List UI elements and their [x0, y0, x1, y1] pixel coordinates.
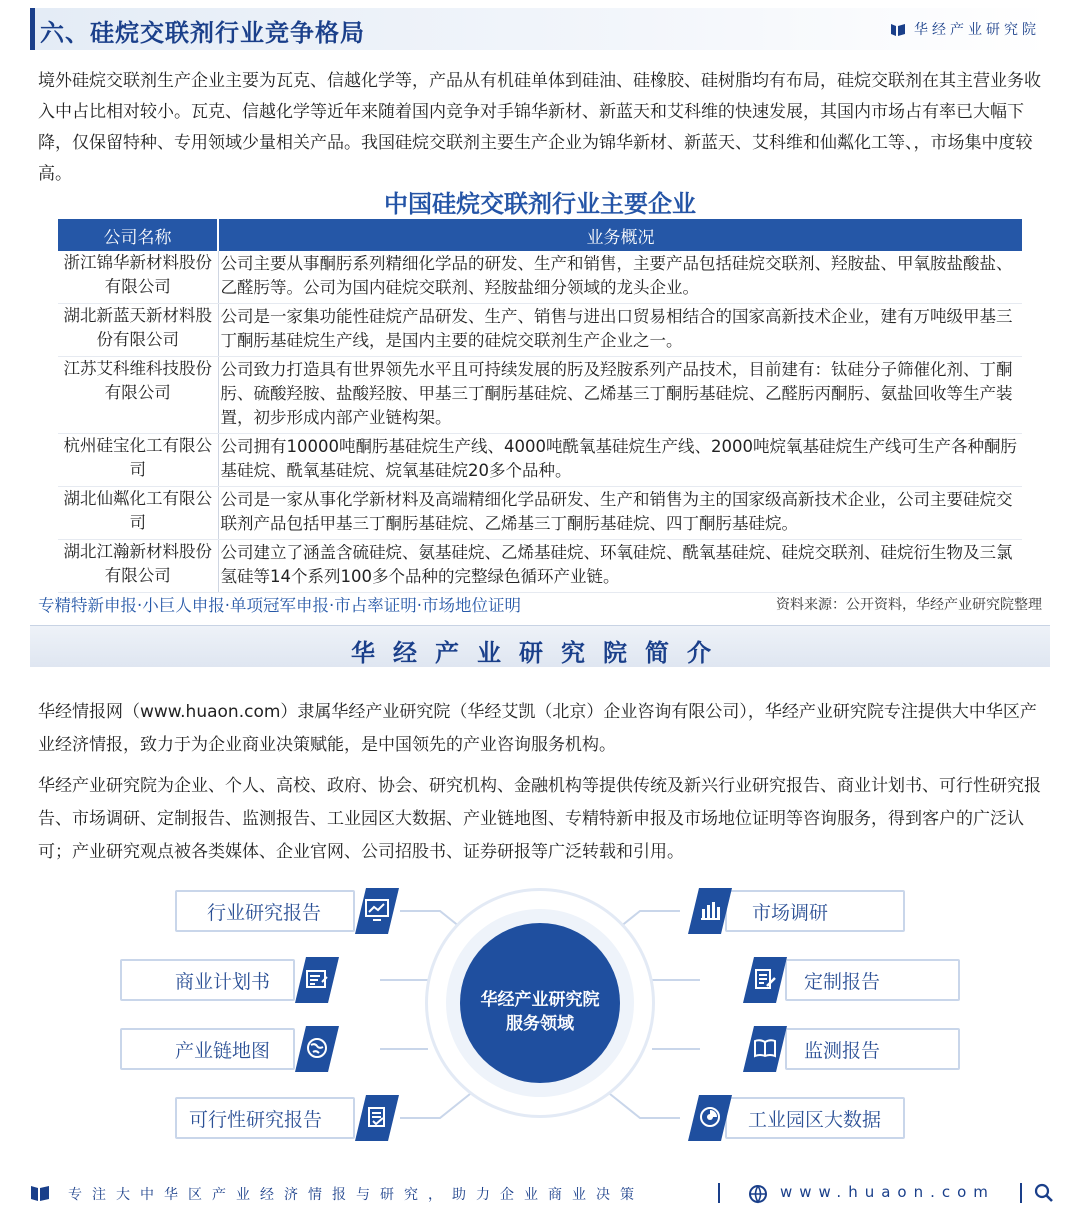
- company-desc: 公司致力打造具有世界领先水平且可持续发展的肟及羟胺系列产品技术，目前建有：钛硅分子筛催化剂、丁酮肟、硫酸羟胺、盐酸羟胺、甲基三丁酮肟基硅烷、乙烯基三丁酮肟基硅烷、乙醛肟丙酮肟、氨盐回收等生产装置，初步形成内部产业链构架。: [218, 357, 1022, 434]
- service-market-research[interactable]: [680, 890, 905, 932]
- company-name: 浙江锦华新材料股份有限公司: [58, 251, 218, 304]
- brand-name: 华经产业研究院: [914, 22, 1040, 38]
- service-industry-report[interactable]: [175, 890, 400, 932]
- center-label-line2: 服务领域: [506, 1014, 574, 1034]
- service-custom-report[interactable]: [700, 959, 960, 1001]
- service-label: 市场调研: [752, 902, 829, 924]
- document-edit-icon: [295, 957, 339, 1003]
- footer-divider: [718, 1183, 720, 1203]
- service-label: 可行性研究报告: [189, 1109, 323, 1131]
- company-name: 湖北新蓝天新材料股份有限公司: [58, 304, 218, 357]
- footer-logo-icon: [30, 1183, 50, 1203]
- about-title: 华经产业研究院简介: [351, 639, 729, 667]
- company-desc: 公司是一家集功能性硅烷产品研发、生产、销售与进出口贸易相结合的国家高新技术企业，建有万吨级甲基三丁酮肟基硅烷生产线，是国内主要的硅烷交联剂生产企业之一。: [218, 304, 1022, 357]
- chart-icon: [355, 888, 399, 934]
- source-note: 资料来源：公开资料，华经产业研究院整理: [776, 597, 1042, 613]
- company-desc: 公司是一家从事化学新材料及高端精细化学品研发、生产和销售为主的国家级高新技术企业，公司主要硅烷交联剂产品包括甲基三丁酮肟基硅烷、乙烯基三丁酮肟基硅烷、四丁酮肟基硅烷。: [218, 487, 1022, 540]
- table-title: 中国硅烷交联剂行业主要企业: [384, 190, 696, 218]
- service-industrial-park-data[interactable]: [680, 1097, 905, 1139]
- footer-url-link[interactable]: www.huaon.com: [780, 1183, 995, 1201]
- intro-paragraph: 境外硅烷交联剂生产企业主要为瓦克、信越化学等，产品从有机硅单体到硅油、硅橡胶、硅树脂均有布局，硅烷交联剂在其主营业务收入中占比相对较小。瓦克、信越化学等近年来随着国内竞争对手锦华新材、新蓝天和艾科维的快速发展，其国内市场占有率已大幅下降，仅保留特种、专用领域少量相关产品。我国硅烷交联剂主要生产企业为锦华新材、新蓝天、艾科维和仙粼化工等、，市场集中度较高。: [38, 71, 1041, 184]
- globe-icon: [295, 1026, 339, 1072]
- report-check-icon: [355, 1095, 399, 1141]
- service-monitoring-report[interactable]: [700, 1028, 960, 1070]
- service-label: 行业研究报告: [207, 902, 322, 924]
- search-icon[interactable]: [1034, 1183, 1054, 1203]
- document-pen-icon: [743, 957, 787, 1003]
- about-paragraph-1: 华经情报网（www.huaon.com）隶属华经产业研究院（华经艾凯（北京）企业咨询有限公司），华经产业研究院专注提供大中华区产业经济情报，致力于为企业商业决策赋能，是中国领先的产业咨询服务机构。: [38, 702, 1037, 755]
- service-label: 监测报告: [804, 1040, 881, 1062]
- section-title: 六、硅烷交联剂行业竞争格局: [40, 19, 365, 47]
- service-label: 工业园区大数据: [748, 1109, 882, 1131]
- company-desc: 公司主要从事酮肟系列精细化学品的研发、生产和销售，主要产品包括硅烷交联剂、羟胺盐、甲氧胺盐酸盐、乙醛肟等。公司为国内硅烷交联剂、羟胺盐细分领域的龙头企业。: [218, 251, 1022, 304]
- company-name: 湖北仙粼化工有限公司: [58, 487, 218, 540]
- book-icon: [743, 1026, 787, 1072]
- center-label-line1: 华经产业研究院: [480, 990, 600, 1010]
- service-industry-chain-map[interactable]: [120, 1028, 380, 1070]
- company-desc: 公司建立了涵盖含硫硅烷、氨基硅烷、乙烯基硅烷、环氧硅烷、酰氧基硅烷、硅烷交联剂、硅烷衍生物及三氯氢硅等14个系列100多个品种的完整绿色循环产业链。: [218, 540, 1022, 593]
- col-header-company: 公司名称: [58, 219, 218, 251]
- globe-icon: [748, 1184, 768, 1204]
- center-label: [460, 988, 620, 1036]
- service-feasibility-report[interactable]: [175, 1097, 400, 1139]
- footer-slogan: 专注大中华区产业经济情报与研究，助力企业商业决策: [68, 1187, 644, 1203]
- service-business-plan[interactable]: [120, 959, 380, 1001]
- about-paragraph-2: 华经产业研究院为企业、个人、高校、政府、协会、研究机构、金融机构等提供传统及新兴行业研究报告、商业计划书、可行性研究报告、市场调研、定制报告、监测报告、工业园区大数据、产业链地图、专精特新申报及市场地位证明等咨询服务，得到客户的广泛认可；产业研究观点被各类媒体、企业官网、公司招股书、证券研报等广泛转载和引用。: [38, 776, 1041, 862]
- service-label: 商业计划书: [175, 971, 271, 993]
- company-name: 江苏艾科维科技股份有限公司: [58, 357, 218, 434]
- service-label: 产业链地图: [175, 1040, 271, 1062]
- company-name: 湖北江瀚新材料股份有限公司: [58, 540, 218, 593]
- service-label: 定制报告: [804, 971, 881, 993]
- services-promo-link[interactable]: 专精特新申报·小巨人申报·单项冠军申报·市占率证明·市场地位证明: [38, 596, 521, 615]
- footer-divider: [1020, 1183, 1022, 1203]
- col-header-business: 业务概况: [218, 219, 1022, 251]
- company-desc: 公司拥有10000吨酮肟基硅烷生产线、4000吨酰氧基硅烷生产线、2000吨烷氧基硅烷生产线可生产各种酮肟基硅烷、酰氧基硅烷、烷氧基硅烷20多个品种。: [218, 434, 1022, 487]
- company-name: 杭州硅宝化工有限公司: [58, 434, 218, 487]
- footer: [30, 1179, 1050, 1209]
